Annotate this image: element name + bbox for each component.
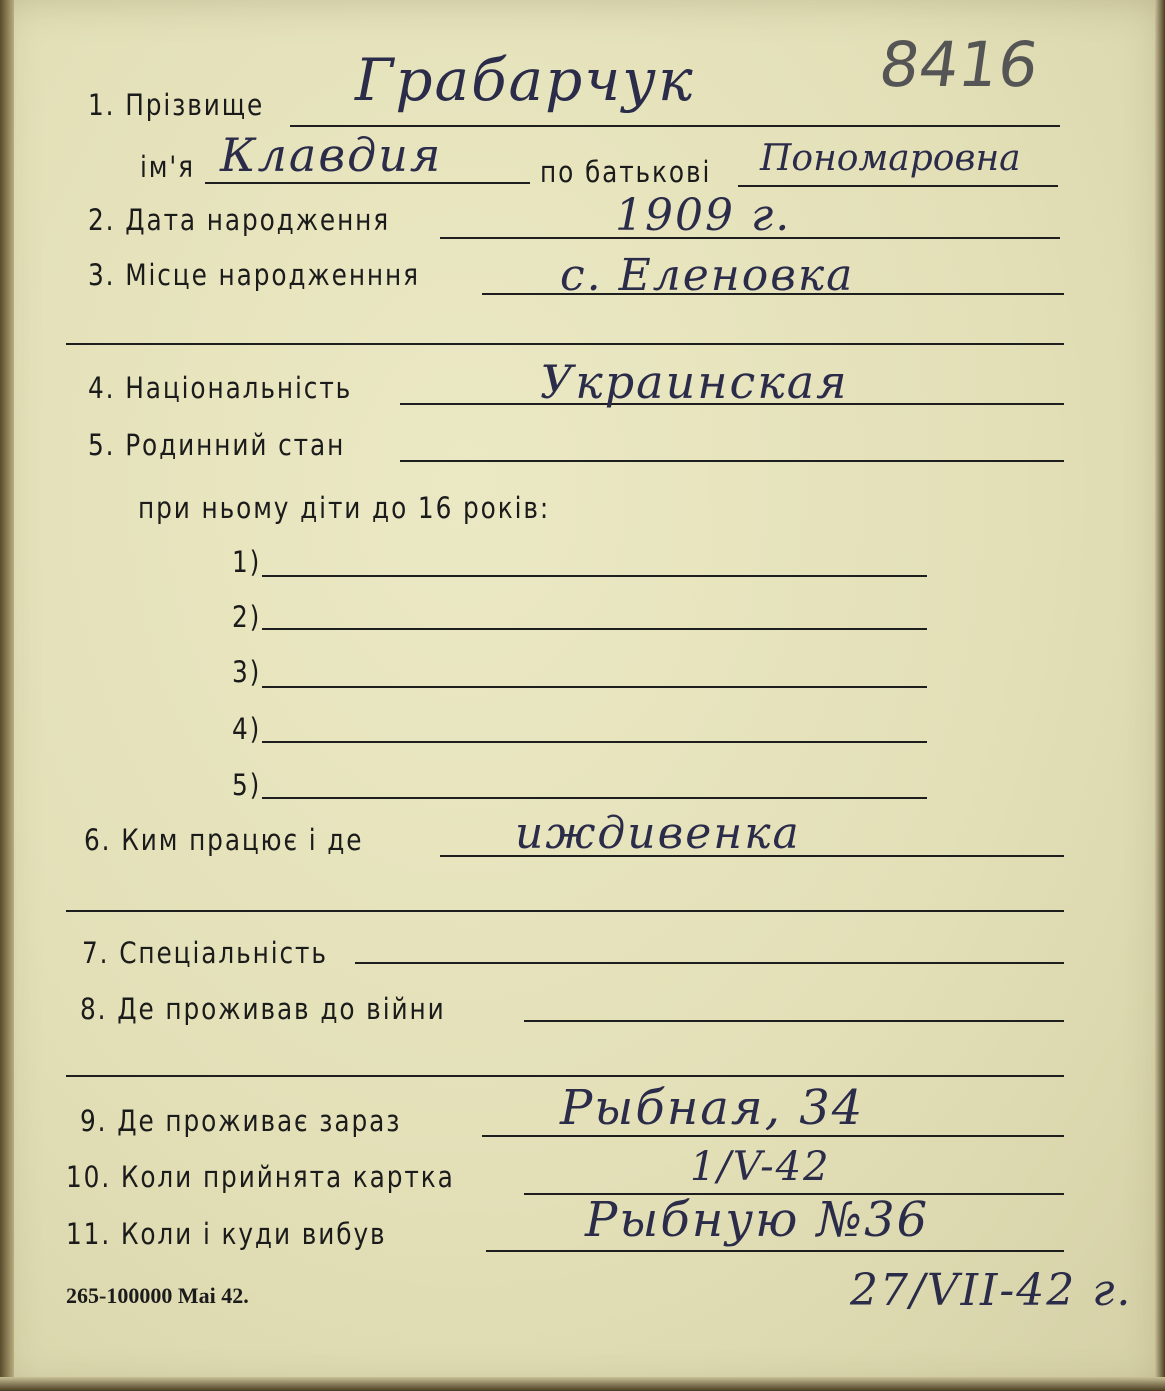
specialty-label: 7. Спеціальність	[82, 936, 328, 970]
child-2-label: 2)	[232, 600, 262, 634]
nationality-value: Украинская	[540, 355, 849, 409]
print-info: 265-100000 Mai 42.	[66, 1283, 249, 1308]
specialty-line	[355, 962, 1064, 964]
first-name-value: Клавдия	[220, 128, 443, 182]
current-residence-value: Рыбная, 34	[560, 1080, 865, 1136]
child-1-line	[262, 575, 927, 577]
first-name-label: ім'я	[140, 150, 195, 184]
child-4-line	[262, 741, 927, 743]
patronymic-line	[738, 185, 1058, 187]
card-edge-right	[1155, 0, 1165, 1391]
child-4-label: 4)	[232, 712, 262, 746]
archive-number: 8416	[874, 28, 1043, 101]
card-edge-bottom	[0, 1377, 1165, 1391]
child-3-line	[262, 686, 927, 688]
prewar-residence-line	[524, 1020, 1064, 1022]
child-2-line	[262, 628, 927, 630]
departure-line	[486, 1250, 1064, 1252]
birth-date-value: 1909 г.	[615, 190, 792, 241]
surname-label: 1. Прізвище	[88, 88, 265, 122]
prewar-residence-label: 8. Де проживав до війни	[80, 992, 446, 1026]
departure-value: Рыбную №36	[585, 1192, 930, 1248]
card-accepted-label: 10. Коли прийнята картка	[66, 1160, 455, 1194]
child-5-line	[262, 797, 927, 799]
birth-place-value: с. Еленовка	[560, 250, 855, 301]
birth-date-label: 2. Дата народження	[88, 203, 391, 237]
first-name-line	[205, 182, 530, 184]
work-value: иждивенка	[515, 808, 801, 859]
child-1-label: 1)	[232, 545, 262, 579]
birth-place-line-2	[66, 343, 1064, 345]
work-label: 6. Ким працює і де	[84, 823, 364, 857]
work-line-2	[66, 910, 1064, 912]
surname-value: Грабарчук	[355, 46, 695, 114]
departure-label: 11. Коли і куди вибув	[66, 1217, 387, 1251]
patronymic-label: по батькові	[540, 155, 712, 189]
current-residence-label: 9. Де проживає зараз	[80, 1104, 402, 1138]
departure-date: 27/VII-42 г.	[850, 1265, 1133, 1316]
nationality-label: 4. Національність	[88, 371, 353, 405]
birth-place-label: 3. Місце народженння	[88, 258, 420, 292]
marital-status-label: 5. Родинний стан	[88, 428, 346, 462]
patronymic-value: Пономаровна	[760, 138, 1021, 179]
prewar-residence-line-2	[66, 1075, 1064, 1077]
surname-line	[290, 125, 1060, 127]
card-accepted-value: 1/V-42	[690, 1144, 831, 1190]
children-heading: при ньому діти до 16 років:	[138, 491, 551, 525]
marital-status-line	[400, 460, 1064, 462]
card-edge-left	[0, 0, 14, 1391]
child-5-label: 5)	[232, 768, 262, 802]
child-3-label: 3)	[232, 655, 262, 689]
